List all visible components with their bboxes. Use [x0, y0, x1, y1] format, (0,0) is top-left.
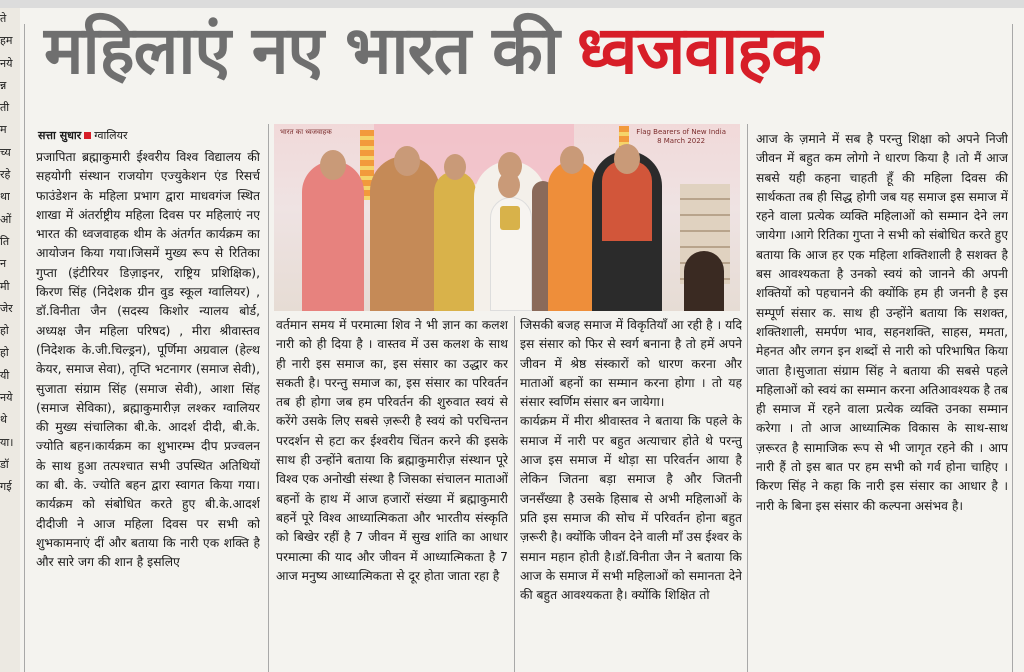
byline-city: ग्वालियर	[94, 129, 128, 142]
photo-caption-right	[636, 128, 726, 146]
strip-fragment: न्न	[0, 78, 7, 92]
caption-line: Flag Bearers of New India	[636, 128, 726, 136]
headline-gray-text: महिलाएं नए भारत की	[44, 12, 559, 89]
person-face	[444, 154, 466, 180]
article-column-3	[520, 316, 742, 672]
strip-fragment: ती	[0, 101, 10, 115]
caption-line: 8 March 2022	[657, 137, 706, 145]
strip-fragment: मी	[0, 279, 10, 293]
person-figure	[684, 251, 724, 311]
person-face	[560, 146, 584, 174]
strip-fragment: नये	[0, 391, 13, 405]
article-column-2	[276, 316, 508, 672]
previous-column-strip	[0, 8, 20, 672]
strip-fragment: यी	[0, 368, 10, 382]
person-figure	[548, 161, 598, 311]
strip-fragment: न	[0, 257, 7, 271]
byline-square-icon	[84, 132, 91, 139]
person-face	[394, 146, 420, 176]
column-divider	[24, 24, 25, 672]
strip-fragment: नये	[0, 56, 13, 70]
person-face	[320, 150, 346, 180]
paragraph: आज के ज़माने में सब है परन्तु शिक्षा को अपने निजी जीवन में बहुत कम लोगो ने धारण किया है ।तो मैं आज सबसे यही कहना चाहती हूँ की महिला दिवस की सार्थकता तब ही सिद्ध होगी जब यह समाज इस समाज में रहने वाला प्रत्येक व्यक्ति महिलाओं को सम्मान देने लग जायेगा ।आगे रितिका गुप्ता ने सभी को संबोधित करते हुए बताया कि आज हर एक महिला शक्तिशाली है सशक्त है बस आवश्यकता है उनको स्वयं को जानने की अपनी शक्तियों को पहचानने की क्योंकि हम ही जननी है इस सम्पूर्ण संसार क. साथ ही उन्होंने बताया कि सशक्त, शक्तिशाली, समर्पण भाव, सहनशक्ति, साहस, ममता, मेहनत और लगन इन शब्दों से नारी को परिभाषित किया जाता है।सुजाता संग्राम सिंह ने बताया की सबसे पहले महिलाओं को स्वयं का सम्मान करना अतिआवश्यक है तब ही समाज में रहने वाला प्रत्येक व्यक्ति उनका सम्मान करेगा । तो आज आध्यात्मिक विकास के साथ-साथ ज़रूरत है सामाजिक रूप से भी जागृत रहने की । आप नारी हैं तो इस बात पर हम सभी को गर्व होना चाहिए ।किरण सिंह ने कहा कि नारी इस संसार का आधार है ।नारी के बिना इस संसार की कल्पना असंभव है।	[756, 132, 1008, 513]
photo-caption-left: भारत का ध्वजवाहक	[280, 128, 332, 136]
paragraph: कार्यक्रम में मीरा श्रीवास्तव ने बताया कि पहले के समाज में नारी पर बहुत अत्याचार होते थे परन्तु आज इस समाज में थोड़ा सा परिवर्तन आया है लेकिन जितना बड़ा समाज है और जितनी जनसँख्या है उसके हिसाब से अभी महिलाओं के प्रति इस समाज की सोच में परिवर्तन होना बहुत ज़रूरी है। क्योंकि जीवन देने वाली माँ उस ईश्वर के समान महान होती है।डॉ.विनीता जैन ने बताया कि आज के समाज में सभी महिलाओं को समानता देने की बहुत आवश्यकता है। क्योंकि शिक्षित तो	[520, 414, 742, 603]
strip-fragment: रहे	[0, 168, 11, 182]
strip-fragment: ते	[0, 12, 7, 25]
person-figure	[434, 171, 476, 311]
headline	[44, 12, 821, 89]
strip-fragment: च्य	[0, 145, 11, 159]
award-plaque	[500, 206, 520, 230]
strip-fragment: ओं	[0, 212, 12, 226]
strip-fragment: हो	[0, 324, 9, 338]
strip-fragment: जेर	[0, 301, 13, 315]
strip-fragment: गई	[0, 480, 12, 494]
column-divider	[747, 124, 748, 672]
paragraph: प्रजापिता ब्रह्माकुमारी ईश्वरीय विश्व विद्यालय की सहयोगी संस्थान राजयोग एज्युकेशन एंड रिसर्च फाउंडेशन के महिला प्रभाग द्वारा माधवगंज स्थित शाखा में अंतर्राष्ट्रीय महिला दिवस पर महिलाएं नए भारत की ध्वजवाहक थीम के अंतर्गत कार्यक्रम का आयोजन किया गया।जिसमें मुख्य रूप से रितिका गुप्ता (इंटीरियर डिज़ाइनर, राष्ट्रिय प्रशिक्षिक), किरण सिंह (निदेशक ग्रीन वुड स्कूल ग्वालियर) , डॉ.विनीता जैन (सदस्य किशोर न्यालय बोर्ड, अध्यक्ष जैन महिला परिषद) , मीरा श्रीवास्तव (निदेशक के.जी.चिल्ड्रन), पूर्णिमा अग्रवाल (हेल्थ केयर, समाज सेवा), तृप्ति भटनागर (समाज सेवी), सुजाता संग्राम सिंह (समाज सेवी), आशा सिंह (समाज सेविका), ब्रह्माकुमारीज़ लश्कर ग्वालियर की मुख्य संचालिका बी.के. आदर्श दीदी, बी.के. ज्योति बहन।कार्यक्रम का शुभारम्भ दीप प्रज्वलन के साथ हुआ तत्पश्चात सभी उपस्थित अतिथियों का बी. के. ज्योति बहन द्वारा स्वागत किया गया।कार्यक्रम को संबोधित करते हुए बी.के.आदर्श दीदीजी ने आज महिला दिवस पर सभी को शुभकामनाएं दीं और बताया कि नारी एक शक्ति है और सारे जग की शान है इसलिए	[36, 150, 260, 570]
strip-fragment: ति	[0, 234, 10, 248]
article-column-1	[36, 148, 260, 672]
strip-fragment: थे	[0, 413, 8, 427]
article-column-4	[756, 130, 1008, 672]
byline	[38, 128, 128, 143]
person-face	[498, 172, 520, 198]
paragraph: वर्तमान समय में परमात्मा शिव ने भी ज्ञान का कलश नारी को ही दिया है । वास्तव में उस कलश के साथ ही नारी इस समाज का, इस संसार का उद्धार कर सकती है। परन्तु समाज का, इस संसार का परिवर्तन तब ही होगा जब हम परिवर्तन की शुरुवात स्वयं से करेंगे उसके लिए सबसे ज़रूरी है स्वयं को परचिन्तन परदर्शन से हटा कर ईश्वरीय चिंतन करने की इसके साथ ही उन्होंने बताया कि ब्रह्माकुमारीज़ संस्थान पूरे विश्व एक अनोखी संस्था है जिसका संचालन माताओं बहनों के हाथ में आज हजारों संख्या में ब्रह्माकुमारी बहनें पूरे विश्व आध्यात्मिकता और भारतीय संस्कृति को बिखेर रहीं है 7 जीवन में सुख शांति का आधार परमात्मा की याद और जीवन में आध्यात्मिकता है 7 आज मनुष्य आध्यात्मिकता से दूर होता जाता रहा है	[276, 318, 508, 583]
person-figure	[370, 156, 440, 311]
person-figure	[302, 161, 364, 311]
strip-fragment: या।	[0, 435, 14, 449]
paragraph: जिसकी बजह समाज में विकृतियाँ आ रही है । यदि इस संसार को फिर से स्वर्ग बनाना है तो हमें अपने जीवन में श्रेष्ठ संस्कारों को धारण करना और माताओं बहनों का सम्मान करना होगा । तो यह संसार स्वर्णिम संसार बन जायेगा।	[520, 318, 742, 410]
page-edge-line	[1012, 24, 1013, 672]
strip-fragment: था	[0, 190, 10, 204]
headline-red-text: ध्वजवाहक	[576, 12, 821, 89]
top-band	[0, 0, 1024, 8]
strip-fragment: हम	[0, 34, 13, 48]
strip-fragment: हो	[0, 346, 9, 360]
event-photo	[274, 124, 740, 311]
strip-fragment: डॉ	[0, 457, 9, 471]
column-divider	[514, 316, 515, 672]
column-divider	[268, 124, 269, 672]
person-face	[614, 144, 640, 174]
byline-source: सत्ता सुधार	[38, 129, 82, 142]
strip-fragment: म	[0, 123, 7, 137]
